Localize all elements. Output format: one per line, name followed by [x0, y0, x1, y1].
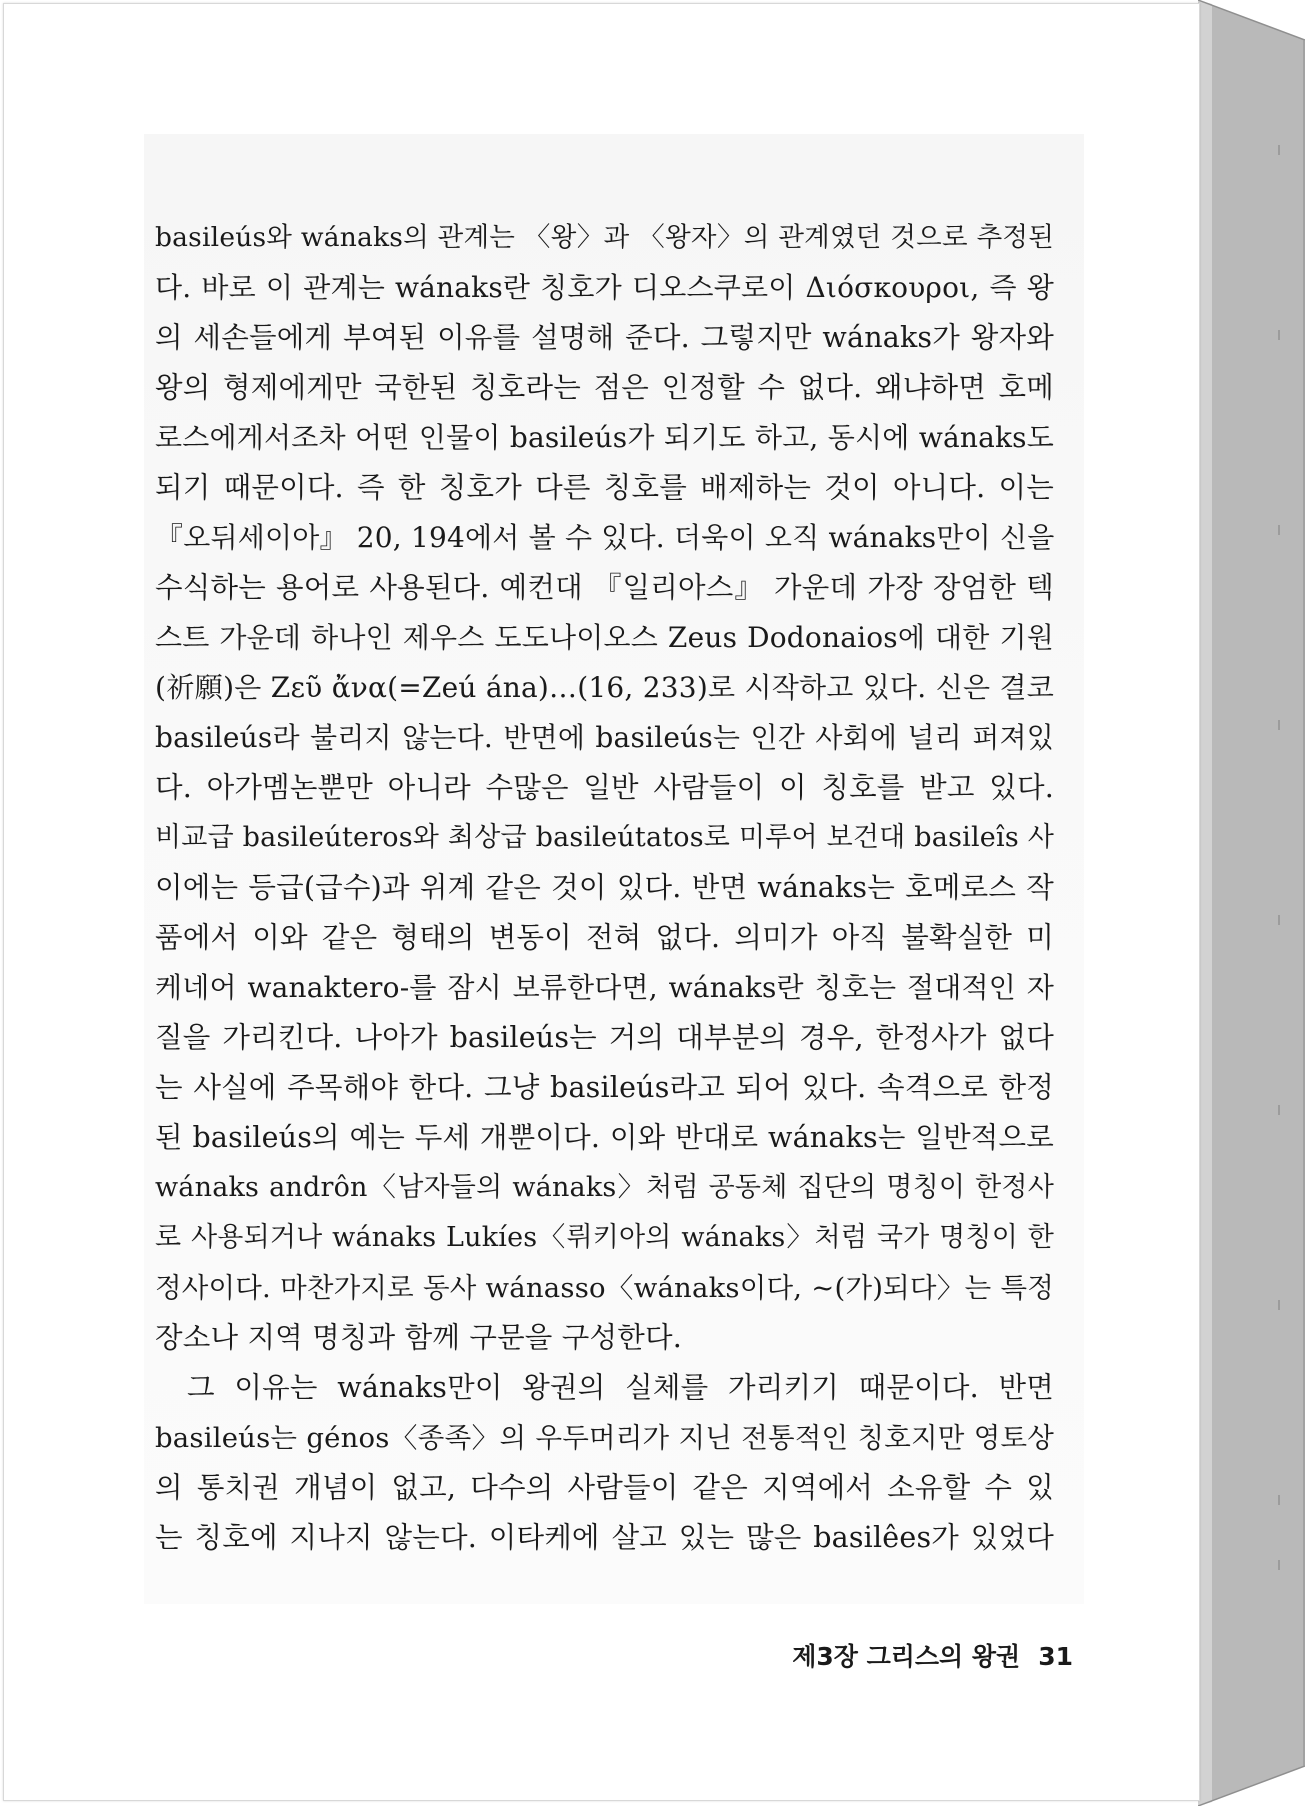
text-line: 의 통치권 개념이 없고, 다수의 사람들이 같은 지역에서 소유할 수 있 [155, 1471, 1054, 1504]
book-edge-graphic [1198, 0, 1305, 1806]
text-line: basileús와 wánaks의 관계는 〈왕〉과 〈왕자〉의 관계였던 것으로 추정된 [155, 222, 1054, 253]
text-line: 비교급 basileúteros와 최상급 basileútatos로 미루어 보건대 basileîs 사 [155, 822, 1054, 853]
text-line: 로스에게서조차 어떤 인물이 basileús가 되기도 하고, 동시에 wánaks도 [155, 421, 1054, 454]
text-line: 는 사실에 주목해야 한다. 그냥 basileús라고 되어 있다. 속격으로 한정 [155, 1071, 1054, 1104]
text-line: 다. 바로 이 관계는 wánaks란 칭호가 디오스쿠로이 Διόσκουροι, 즉 왕 [155, 271, 1054, 304]
text-line: 질을 가리킨다. 나아가 basileús는 거의 대부분의 경우, 한정사가 없다 [155, 1021, 1054, 1054]
chapter-label: 제3장 그리스의 왕권 [792, 1642, 1021, 1671]
text-line: 이에는 등급(급수)과 위계 같은 것이 있다. 반면 wánaks는 호메로스 작 [155, 871, 1054, 904]
text-line: 『오뒤세이아』 20, 194에서 볼 수 있다. 더욱이 오직 wánaks만이 신을 [155, 521, 1054, 554]
text-line: 정사이다. 마찬가지로 동사 wánasso〈wánaks이다, ~(가)되다〉는 특정 [155, 1272, 1054, 1304]
text-line: 왕의 형제에게만 국한된 칭호라는 점은 인정할 수 없다. 왜냐하면 호메 [155, 371, 1054, 404]
paragraph-end-line: 장소나 지역 명칭과 함께 구문을 구성한다. [155, 1321, 682, 1354]
page-number: 31 [1038, 1642, 1073, 1671]
text-line: 다. 아가멤논뿐만 아니라 수많은 일반 사람들이 이 칭호를 받고 있다. [155, 771, 1054, 804]
text-line: 의 세손들에게 부여된 이유를 설명해 준다. 그렇지만 wánaks가 왕자와 [155, 321, 1054, 354]
text-line: (祈願)은 Ζεῦ ἄνα(=Zeú ána)…(16, 233)로 시작하고 있다. 신은 결코 [155, 671, 1054, 704]
text-line: 스트 가운데 하나인 제우스 도도나이오스 Zeus Dodonaios에 대한 기원 [155, 621, 1054, 654]
text-line: 된 basileús의 예는 두세 개뿐이다. 이와 반대로 wánaks는 일반적으로 [155, 1121, 1054, 1154]
body-text [155, 213, 1054, 1563]
text-line: 로 사용되거나 wánaks Lukíes〈뤼키아의 wánaks〉처럼 국가 명칭이 한 [155, 1222, 1054, 1253]
text-line: basileús는 génos〈종족〉의 우두머리가 지닌 전통적인 칭호지만 영토상 [155, 1422, 1054, 1454]
paragraph-start-line: 그 이유는 wánaks만이 왕권의 실체를 가리키기 때문이다. 반면 [187, 1371, 1054, 1404]
text-line: basileús라 불리지 않는다. 반면에 basileús는 인간 사회에 널리 퍼져있 [155, 721, 1054, 754]
text-line: wánaks andrôn〈남자들의 wánaks〉처럼 공동체 집단의 명칭이 한정사 [155, 1172, 1054, 1203]
running-footer [733, 1637, 1073, 1673]
book-page-edges [1198, 0, 1305, 1806]
text-line: 되기 때문이다. 즉 한 칭호가 다른 칭호를 배제하는 것이 아니다. 이는 [155, 471, 1054, 504]
text-line: 품에서 이와 같은 형태의 변동이 전혀 없다. 의미가 아직 불확실한 미 [155, 921, 1054, 954]
text-line: 는 칭호에 지나지 않는다. 이타케에 살고 있는 많은 basilêes가 있었다 [155, 1521, 1054, 1554]
text-line: 케네어 wanaktero-를 잠시 보류한다면, wánaks란 칭호는 절대적인 자 [155, 971, 1054, 1004]
text-line: 수식하는 용어로 사용된다. 예컨대 『일리아스』 가운데 가장 장엄한 텍 [155, 571, 1054, 604]
